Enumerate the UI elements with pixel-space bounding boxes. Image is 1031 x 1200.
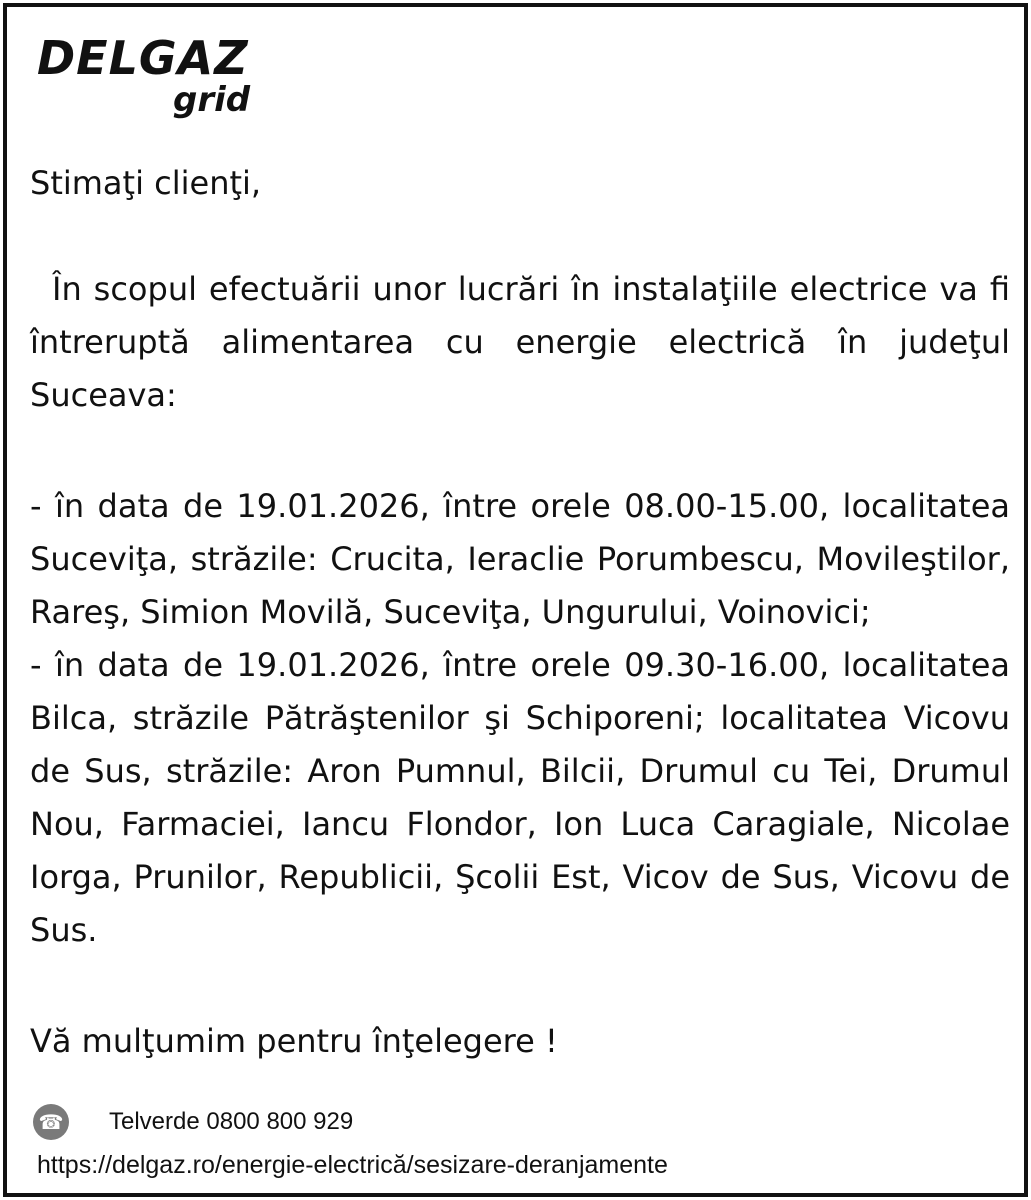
- logo-sub: grid: [173, 80, 251, 120]
- thanks-message: Vă mulţumim pentru înţelegere !: [30, 1022, 558, 1060]
- outage-schedule: [30, 480, 1010, 957]
- greeting: Stimaţi clienţi,: [30, 164, 262, 202]
- phone-line: [33, 1104, 353, 1140]
- logo-brand: DELGAZ: [37, 31, 249, 85]
- phone-number[interactable]: Telverde 0800 800 929: [109, 1108, 354, 1135]
- report-link[interactable]: https://delgaz.ro/energie-electrică/sesizare-deranjamente: [37, 1151, 668, 1179]
- schedule-item: - în data de 19.01.2026, între orele 08.00-15.00, localitatea Suceviţa, străzile: Crucita, Ieraclie Porumbescu, Movileştilor, Rareş, Simion Movilă, Suceviţa, Ungurului, Voinovici;: [30, 487, 1010, 631]
- phone-icon: ☎: [33, 1104, 69, 1140]
- schedule-item: - în data de 19.01.2026, între orele 09.30-16.00, localitatea Bilca, străzile Pătrăştenilor şi Schiporeni; localitatea Vicovu de Sus, străzile: Aron Pumnul, Bilcii, Drumul cu Tei, Drumul Nou, Farmaciei, Iancu Flondor, Ion Luca Caragiale, Nicolae Iorga, Prunilor, Republicii, Şcolii Est, Vicov de Sus, Vicovu de Sus.: [30, 646, 1010, 949]
- delgaz-logo: [37, 31, 251, 120]
- intro-paragraph: În scopul efectuării unor lucrări în instalaţiile electrice va fi întreruptă alimentarea cu energie electrică în judeţul Suceava:: [30, 270, 1010, 414]
- notice-frame: [3, 3, 1028, 1197]
